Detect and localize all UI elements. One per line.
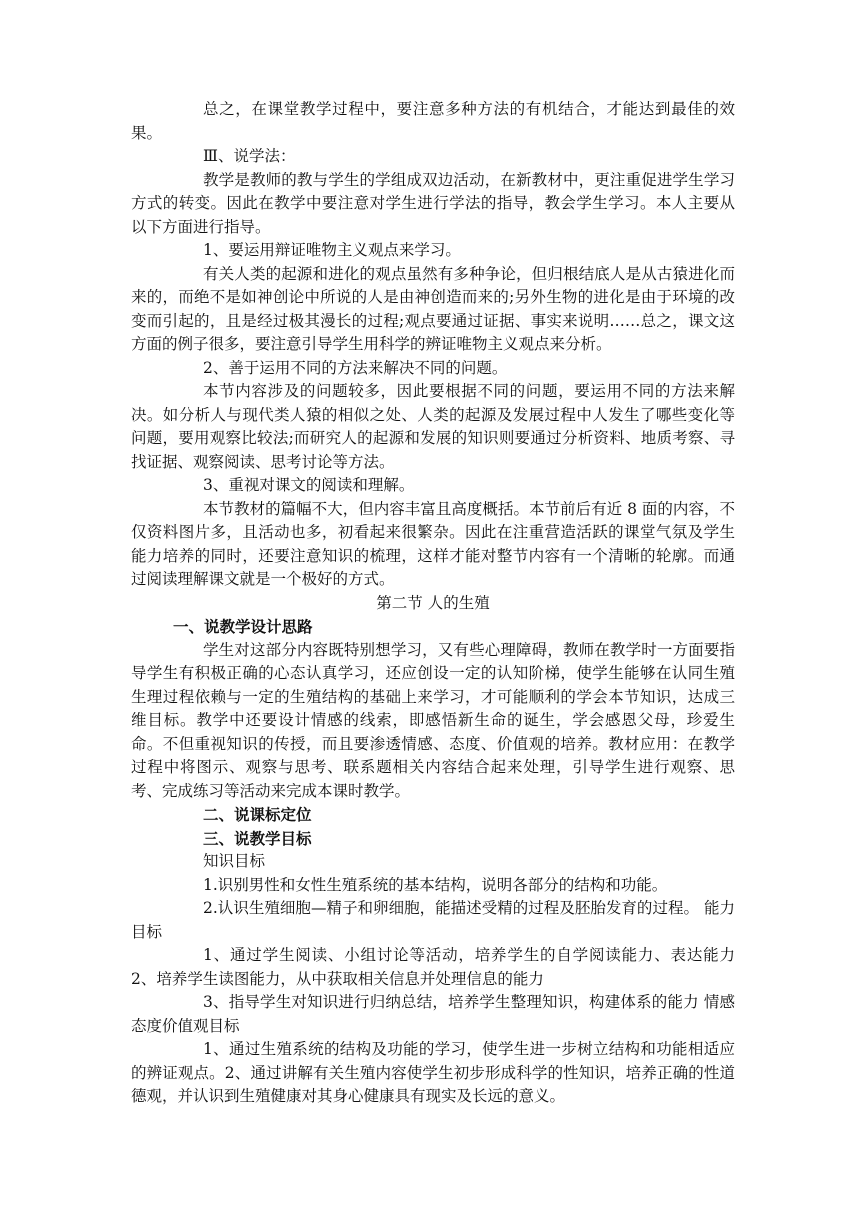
item-dialectics: 1、要运用辩证唯物主义观点来学习。 bbox=[203, 241, 461, 259]
paragraph-human-origin: 有关人类的起源和进化的观点虽然有多种争论，但归根结底人是从古猿进化而来的，而绝不是如神创论中所说的人是由神创造而来的;另外生物的进化是由于环境的改变而引起的，且是经过极其漫长的过程;观点要通过证据、事实来说明……总之，课文这方面的例子很多，要注意引导学生用科学的辨证唯物主义观点来分析。 bbox=[131, 264, 735, 353]
paragraph-summary: 总之，在课堂教学过程中，要注意多种方法的有机结合，才能达到最佳的效果。 bbox=[131, 100, 735, 142]
label-knowledge-goal: 知识目标 bbox=[203, 852, 266, 870]
paragraph-study-intro: 教学是教师的教与学生的学组成双边活动，在新教材中，更注重促进学生学习方式的转变。因此在教学中要注意对学生进行学法的指导，教会学生学习。本人主要从以下方面进行指导。 bbox=[131, 170, 735, 236]
goal-item-2: 2.认识生殖细胞—精子和卵细胞，能描述受精的过程及胚胎发育的过程。 能力目标 bbox=[131, 899, 735, 941]
heading-curriculum: 二、说课标定位 bbox=[203, 805, 312, 824]
heading-design-idea: 一、说教学设计思路 bbox=[173, 617, 313, 636]
document-page bbox=[131, 98, 735, 1109]
ability-goal-1: 1、通过学生阅读、小组讨论等活动，培养学生的自学阅读能力、表达能力 2、培养学生读图能力，从中获取相关信息并处理信息的能力 bbox=[131, 946, 735, 988]
heading-study-method: Ⅲ、说学法： bbox=[203, 147, 296, 165]
section-title: 第二节 人的生殖 bbox=[376, 593, 490, 612]
paragraph-design-idea: 学生对这部分内容既特别想学习，又有些心理障碍，教师在教学时一方面要指导学生有积极正确的心态认真学习，还应创设一定的认知阶梯，使学生能够在认同生殖生理过程依赖与一定的生殖结构的基础上来学习，才可能顺利的学会本节知识，达成三维目标。教学中还要设计情感的线索，即感悟新生命的诞生，学会感恩父母，珍爱生命。不但重视知识的传授，而且要渗透情感、态度、价值观的培养。教材应用：在教学过程中将图示、观察与思考、联系题相关内容结合起来处理，引导学生进行观察、思考、完成练习等活动来完成本课时教学。 bbox=[131, 640, 735, 800]
paragraph-reading: 本节教材的篇幅不大，但内容丰富且高度概括。本节前后有近 8 面的内容，不仅资料图片多，且活动也多，初看起来很繁杂。因此在注重营造活跃的课堂气氛及学生能力培养的同时，还要注意知识的梳理，这样才能对整节内容有一个清晰的轮廓。而通过阅读理解课文就是一个极好的方式。 bbox=[131, 499, 735, 588]
item-methods: 2、善于运用不同的方法来解决不同的问题。 bbox=[203, 358, 508, 377]
goal-item-1: 1.识别男性和女性生殖系统的基本结构，说明各部分的结构和功能。 bbox=[203, 875, 668, 894]
emotion-goal: 1、通过生殖系统的结构及功能的学习，使学生进一步树立结构和功能相适应的辨证观点。2、通过讲解有关生殖内容使学生初步形成科学的性知识，培养正确的性道德观，并认识到生殖健康对其身心健康具有现实及长远的意义。 bbox=[131, 1040, 735, 1105]
item-reading: 3、重视对课文的阅读和理解。 bbox=[203, 476, 415, 494]
paragraph-methods: 本节内容涉及的问题较多，因此要根据不同的问题，要运用不同的方法来解决。如分析人与现代类人猿的相似之处、人类的起源及发展过程中人发生了哪些变化等问题，要用观察比较法;而研究人的起源和发展的知识则要通过分析资料、地质考察、寻找证据、观察阅读、思考讨论等方法。 bbox=[131, 382, 735, 471]
ability-goal-3: 3、指导学生对知识进行归纳总结，培养学生整理知识，构建体系的能力 情感态度价值观目标 bbox=[131, 993, 735, 1035]
heading-objectives: 三、说教学目标 bbox=[203, 828, 312, 848]
